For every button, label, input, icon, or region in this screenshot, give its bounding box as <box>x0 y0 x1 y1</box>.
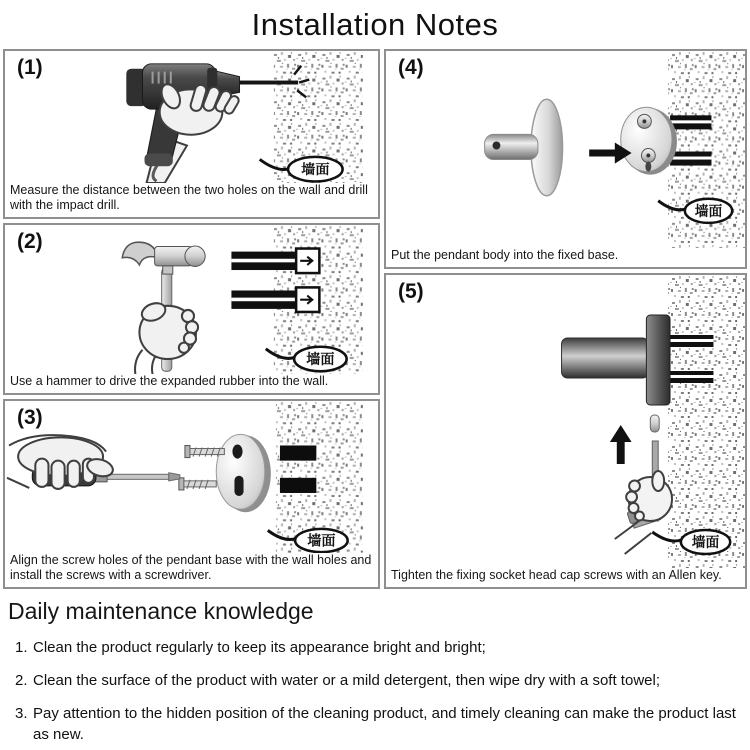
mounted-pendant-icon <box>562 315 670 405</box>
item-text: Clean the surface of the product with water or a mild detergent, then wipe dry with a soft towel; <box>33 672 660 689</box>
fixed-base-icon <box>621 107 677 174</box>
steps-grid <box>0 49 750 589</box>
allen-key-illustration <box>386 275 745 568</box>
step-1-number: (1) <box>17 56 43 79</box>
wall-label-bubble <box>260 157 343 182</box>
step-4-panel <box>384 49 747 269</box>
step-2-number: (2) <box>17 230 43 253</box>
maintenance-item <box>8 637 742 658</box>
item-number: 1. <box>15 639 28 656</box>
step-5-caption: Tighten the fixing socket head cap screws with an Allen key. <box>391 568 722 582</box>
hand-icon <box>615 471 672 554</box>
svg-text:墙面: 墙面 <box>306 352 335 369</box>
steps-column-left <box>3 49 380 589</box>
maintenance-list <box>8 637 742 745</box>
svg-text:墙面: 墙面 <box>691 534 720 552</box>
step-5-number: (5) <box>398 280 424 303</box>
item-number: 3. <box>15 705 28 722</box>
step-1-caption: Measure the distance between the two holes on the wall and drill with the impact drill. <box>10 183 368 212</box>
maintenance-item <box>8 670 742 691</box>
wall-hole <box>280 478 316 493</box>
page-title: Installation Notes <box>251 7 499 42</box>
pendant-body-icon <box>485 99 563 195</box>
wall-label-bubble <box>652 530 730 554</box>
steps-column-right <box>384 49 747 589</box>
screwdriver-illustration <box>5 401 378 553</box>
step-2-panel <box>3 223 380 395</box>
expansion-anchor-icon <box>231 287 319 312</box>
svg-text:墙面: 墙面 <box>694 203 723 220</box>
maintenance-heading: Daily maintenance knowledge <box>8 598 314 624</box>
pendant-base-icon <box>216 435 271 513</box>
step-4-caption: Put the pendant body into the fixed base. <box>391 248 619 262</box>
hammer-illustration <box>5 225 378 374</box>
item-text: Pay attention to the hidden position of the cleaning product, and timely cleaning can make the product last as new. <box>33 705 736 743</box>
maintenance-item <box>8 703 742 745</box>
step-3-panel <box>3 399 380 589</box>
item-number: 2. <box>15 672 28 689</box>
impact-drill-illustration <box>5 51 378 183</box>
step-5-panel <box>384 273 747 589</box>
step-3-caption: Align the screw holes of the pendant base with the wall holes and install the screws with a screwdriver. <box>10 553 372 582</box>
svg-text:墙面: 墙面 <box>307 533 336 550</box>
pendant-body-into-base-illustration <box>386 51 745 248</box>
wall-hole <box>280 446 316 461</box>
wall-texture <box>668 275 745 568</box>
maintenance-section <box>0 589 750 745</box>
step-1-panel <box>3 49 380 219</box>
cap-screw-icon <box>650 415 659 432</box>
step-2-caption: Use a hammer to drive the expanded rubber into the wall. <box>10 374 329 389</box>
item-text: Clean the product regularly to keep its appearance bright and bright; <box>33 639 486 656</box>
arrow-up-icon <box>610 425 632 464</box>
step-3-number: (3) <box>17 406 43 430</box>
expansion-anchor-icon <box>231 249 319 274</box>
screw-icon <box>179 478 216 490</box>
step-4-number: (4) <box>398 56 424 79</box>
svg-text:墙面: 墙面 <box>301 162 330 179</box>
